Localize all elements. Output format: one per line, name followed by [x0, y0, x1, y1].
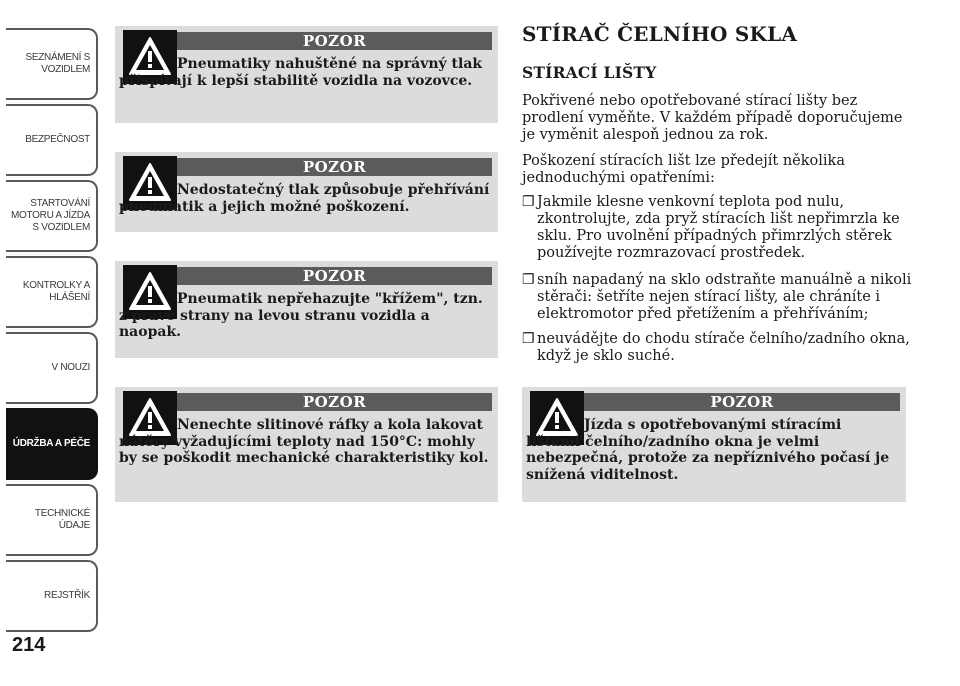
list-item — [522, 194, 914, 262]
tab-kontrolky[interactable]: KONTROLKY A HLÁŠENÍ — [6, 256, 98, 328]
checkbox-bullet-icon: ❐ — [522, 194, 535, 210]
tab-startovani[interactable]: STARTOVÁNÍ MOTORU A JÍZDA S VOZIDLEM — [6, 180, 98, 252]
tab-seznameni[interactable]: SEZNÁMENÍ S VOZIDLEM — [6, 28, 98, 100]
warning-title: POZOR — [177, 158, 492, 176]
warning-box — [115, 261, 498, 358]
warning-title: POZOR — [177, 32, 492, 50]
page-number: 214 — [12, 634, 46, 656]
warning-title: POZOR — [177, 267, 492, 285]
tab-technicke[interactable]: TECHNICKÉ ÚDAJE — [6, 484, 98, 556]
tab-v-nouzi[interactable]: V NOUZI — [6, 332, 98, 404]
warning-box — [115, 387, 498, 502]
list-item-text: neuvádějte do chodu stírače čelního/zadního okna, když je sklo suché. — [537, 331, 910, 364]
warning-text: Pneumatik nepřehazujte "křížem", tzn. z pravé strany na levou stranu vozidla a naopak. — [119, 291, 483, 340]
list-item — [522, 331, 914, 365]
checkbox-bullet-icon: ❐ — [522, 331, 535, 347]
warning-text: Nenechte slitinové ráfky a kola lakovat nátěry vyžadujícími teploty nad 150°C: mohly by se poškodit mechanické charakteristiky kol. — [119, 417, 489, 466]
warning-text: Pneumatiky nahuštěné na správný tlak přispívají k lepší stabilitě vozidla na vozovce. — [119, 56, 483, 89]
tab-udrzba-active[interactable]: ÚDRŽBA A PÉČE — [6, 408, 98, 480]
warning-title: POZOR — [584, 393, 900, 411]
tab-bezpecnost[interactable]: BEZPEČNOST — [6, 104, 98, 176]
subsection-heading: STÍRACÍ LIŠTY — [522, 63, 657, 82]
warning-box — [522, 387, 906, 502]
warning-title: POZOR — [177, 393, 492, 411]
tab-rejstrik[interactable]: REJSTŘÍK — [6, 560, 98, 632]
chapter-sidebar — [0, 0, 100, 640]
list-item-text: sníh napadaný na sklo odstraňte manuálně a nikoli stěrači: šetříte nejen stírací lišty, ale chráníte i elektromotor před přetížením a přehříváním; — [537, 272, 912, 322]
paragraph-prevent: Poškození stíracích lišt lze předejít několika jednoduchými opatřeními: — [522, 153, 845, 186]
warning-box — [115, 26, 498, 123]
list-item — [522, 272, 914, 323]
warning-text: Nedostatečný tlak způsobuje přehřívání pneumatik a jejich možné poškození. — [119, 182, 490, 215]
paragraph-replace: Pokřivené nebo opotřebované stírací lišty bez prodlení vyměňte. V každém případě doporučujeme je vyměnit alespoň jednou za rok. — [522, 93, 903, 143]
list-item-text: Jakmile klesne venkovní teplota pod nulu, zkontrolujte, zda pryž stíracích lišt nepřimrzla ke sklu. Pro uvolnění případných přimrzlých stěrek používejte rozmrazovací prostředek. — [537, 194, 900, 261]
checkbox-bullet-icon: ❐ — [522, 272, 535, 288]
section-heading: STÍRAČ ČELNÍHO SKLA — [522, 22, 798, 46]
warning-text: Jízda s opotřebovanými stíracími lištami čelního/zadního okna je velmi nebezpečná, protože za nepříznivého počasí je snížená viditelnost. — [526, 417, 890, 483]
warning-box — [115, 152, 498, 232]
